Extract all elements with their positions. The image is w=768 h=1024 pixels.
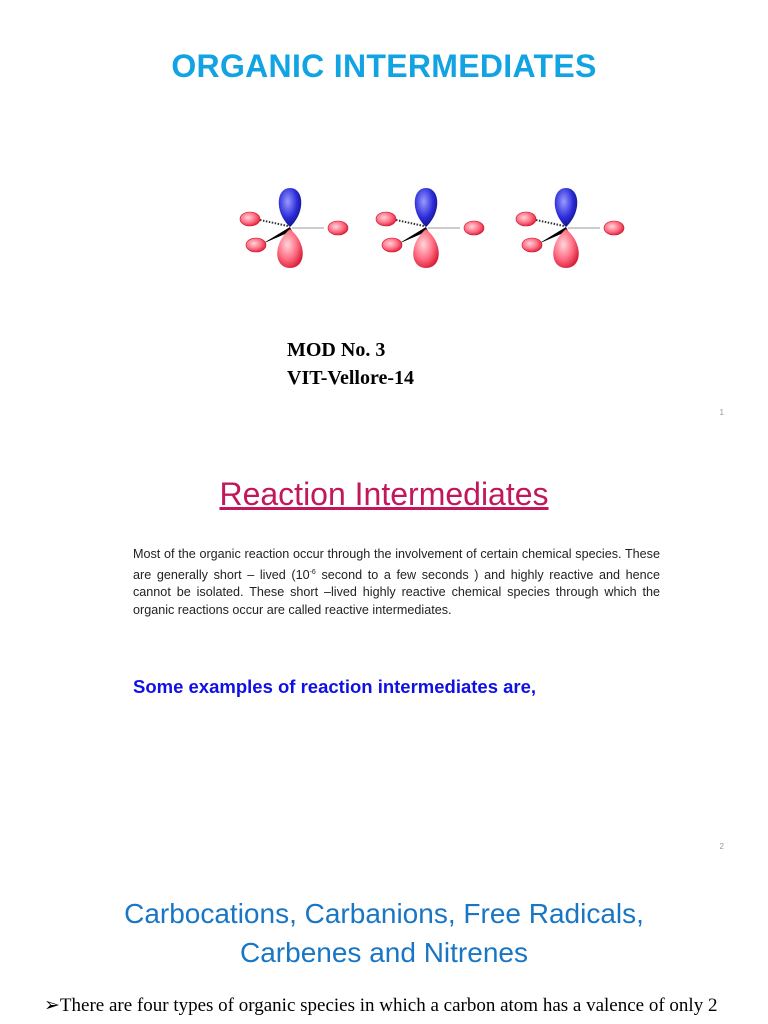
slide-title: ORGANIC INTERMEDIATES [171, 48, 597, 84]
slide-title: Reaction Intermediates [219, 476, 549, 512]
slide-2 [0, 434, 768, 868]
orbital-molecule-2 [376, 188, 484, 268]
paragraph-text-1: Most of the organic reaction occur through the involvement of certain chemical species. These are generally short – lived (10 [133, 547, 660, 582]
page-number: 1 [719, 408, 724, 417]
examples-heading: Some examples of reaction intermediates are, [133, 676, 537, 697]
paragraph-text-2: second to a few seconds ) and highly reactive and hence cannot be isolated. These short –lived highly reactive chemical species through which the organic reactions occur are called reactive intermediates. [133, 567, 660, 617]
carbocation-orbital-diagrams [232, 182, 632, 278]
mod-number: MOD No. 3 [287, 339, 386, 361]
intro-paragraph [133, 546, 660, 619]
bullet-item [44, 994, 764, 1017]
title-line-2: Carbenes and Nitrenes [240, 937, 528, 968]
module-info [287, 336, 414, 392]
orbital-molecule-1 [240, 188, 348, 268]
bullet-arrow-icon: ➢ [44, 995, 60, 1016]
paragraph-exponent: -6 [309, 568, 316, 576]
institute-name: VIT-Vellore-14 [287, 367, 415, 389]
bullet-text: There are four types of organic species in which a carbon atom has a valence of only 2 [59, 995, 718, 1016]
orbital-molecule-3 [516, 188, 624, 268]
slide-title [0, 894, 768, 972]
title-line-1: Carbocations, Carbanions, Free Radicals, [124, 898, 644, 929]
slide-3 [0, 868, 768, 1024]
slide-1 [0, 0, 768, 434]
page-number: 2 [719, 842, 724, 851]
